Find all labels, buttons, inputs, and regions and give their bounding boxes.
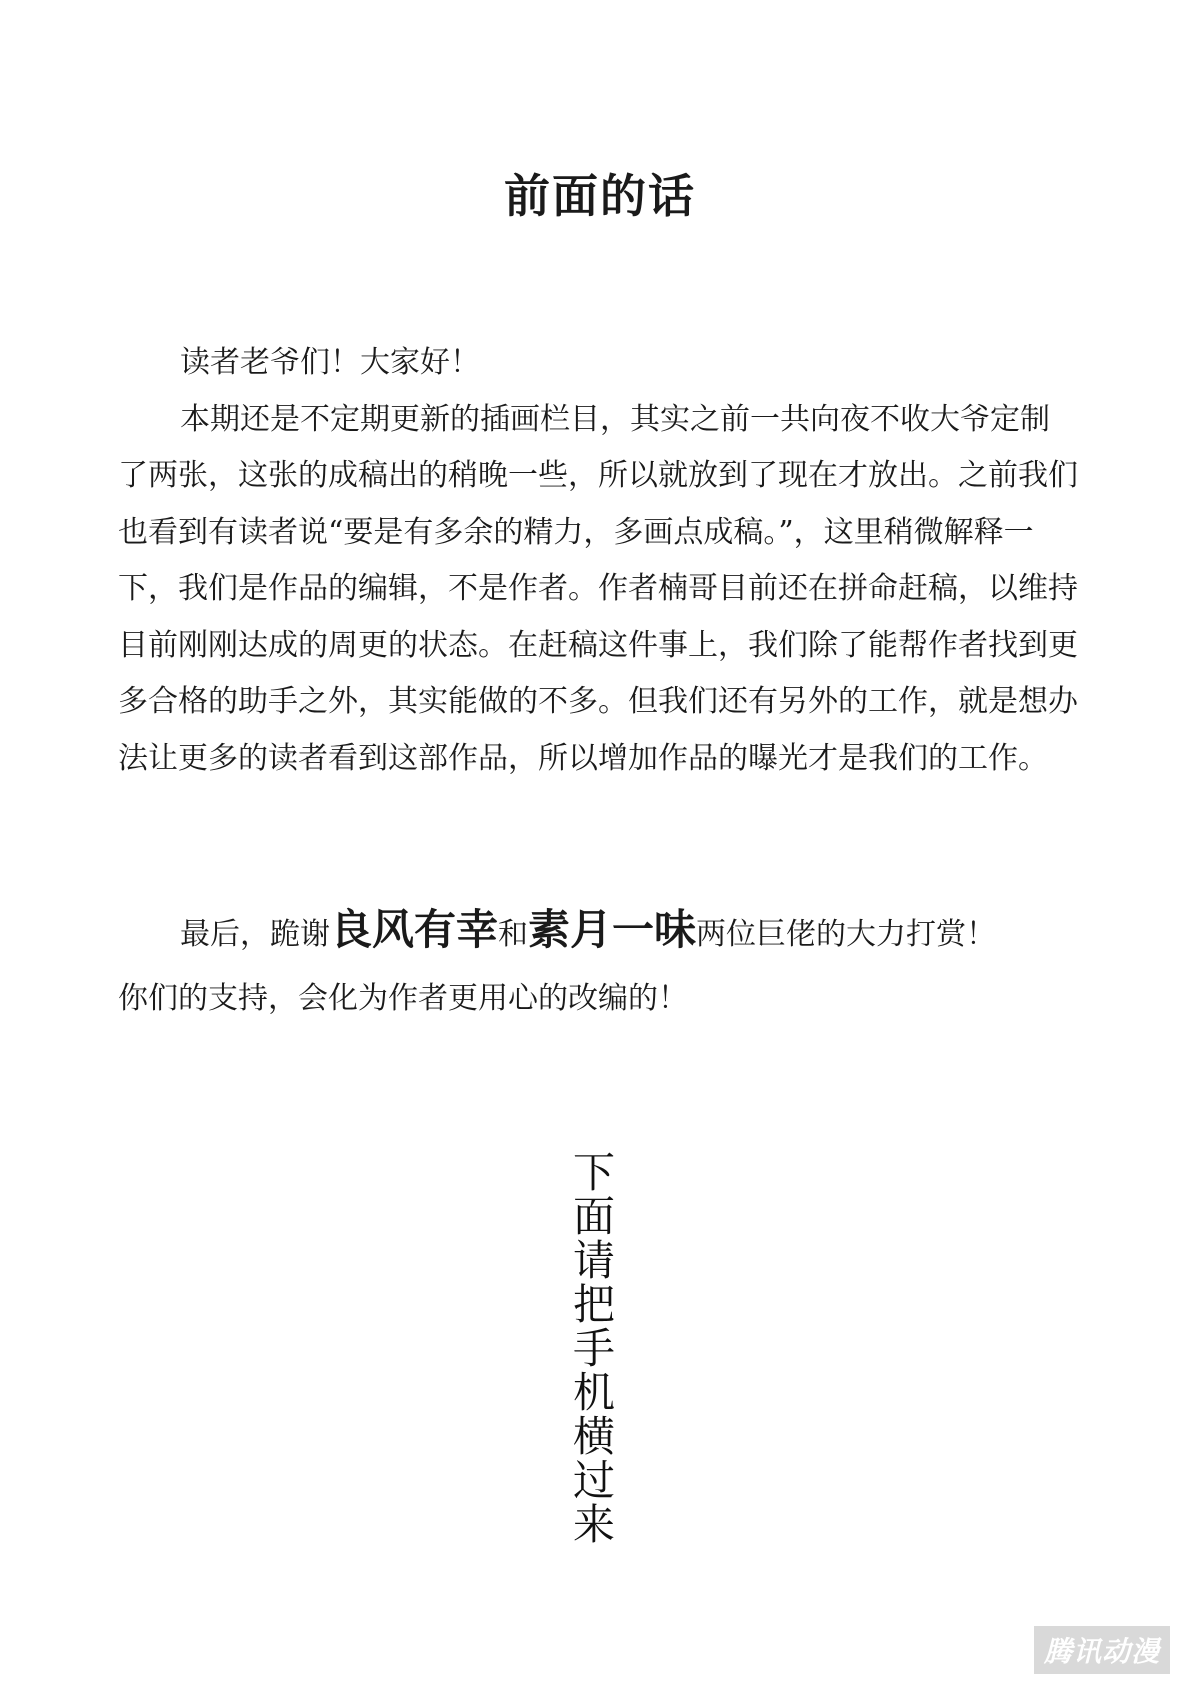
- body-text: [118, 335, 1078, 787]
- thanks-prefix: 最后，跪谢: [180, 917, 330, 952]
- donor-name-2: 素月一味: [528, 905, 697, 954]
- thanks-suffix: 两位巨佬的大力打赏！: [696, 917, 997, 952]
- thanks-section: [118, 898, 1078, 1031]
- rotate-phone-note: 下面请把手机横过来: [567, 1150, 616, 1546]
- thanks-joiner: 和: [498, 917, 529, 952]
- watermark-logo: 腾讯动漫: [1034, 1626, 1170, 1674]
- thanks-line: [118, 898, 1078, 967]
- page-title: 前面的话: [504, 169, 696, 223]
- main-paragraph: 本期还是不定期更新的插画栏目，其实之前一共向夜不收大爷定制了两张，这张的成稿出的稍晚一些，所以就放到了现在才放出。之前我们也看到有读者说“要是有多余的精力，多画点成稿。”，这里稍微解释一下，我们是作品的编辑，不是作者。作者楠哥目前还在拼命赶稿，以维持目前刚刚达成的周更的状态。在赶稿这件事上，我们除了能帮作者找到更多合格的助手之外，其实能做的不多。但我们还有另外的工作，就是想办法让更多的读者看到这部作品，所以增加作品的曝光才是我们的工作。: [118, 401, 1078, 776]
- support-line: 你们的支持，会化为作者更用心的改编的！: [118, 981, 688, 1016]
- greeting-paragraph: 读者老爷们！大家好！: [180, 345, 480, 380]
- donor-name-1: 良风有幸: [330, 905, 499, 954]
